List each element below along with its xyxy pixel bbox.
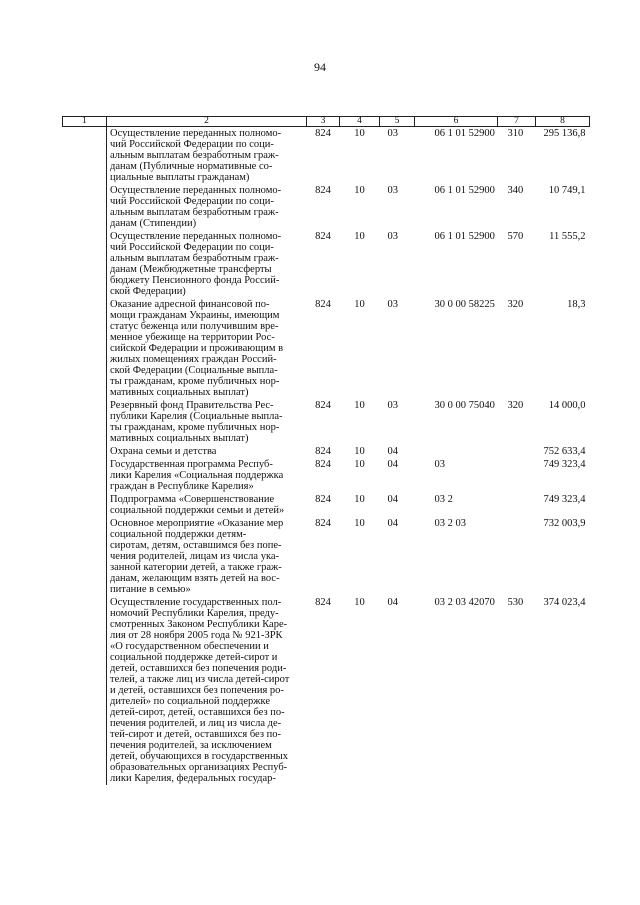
row-empty-cell [63,127,107,185]
section-code-cell: 10 [354,400,365,411]
target-article-cell: 03 2 03 42070 [434,597,495,608]
row-empty-cell [63,458,107,493]
expense-name-cell: Осуществление переданных полномо- чий Российской Федерации по соци- альным выплатам безработным граж- данам (Межбюджетные трансферты бюджету Пенсионного фонда Россий- ской Федерации) [107,230,307,298]
amount-cell: 18,3 [567,299,586,310]
table-row [63,298,590,399]
expense-type-cell [498,493,536,517]
column-number: 7 [498,117,536,127]
expense-name-cell: Охрана семьи и детства [107,445,307,458]
ministry-code-cell: 824 [315,446,331,457]
subsection-code-cell: 03 [387,128,398,139]
table-row [63,127,590,185]
budget-table [62,116,590,785]
subsection-code-cell: 04 [387,494,398,505]
target-article-cell: 03 [434,459,445,470]
column-number: 1 [63,117,107,127]
page-number: 94 [314,60,326,74]
amount-cell: 14 000,0 [548,400,586,411]
row-empty-cell [63,517,107,596]
row-empty-cell [63,399,107,445]
expense-type-cell: 530 [507,597,524,608]
table-row [63,399,590,445]
ministry-code-cell: 824 [315,597,331,608]
table-row [63,517,590,596]
expense-name-cell: Оказание адресной финансовой по- мощи гражданам Украины, имеющим статус беженца или получившим вре- менное убежище на территории Рос- сийской Федерации и проживающим в жилых помещениях граждан Россий- ской Федерации (Социальные выпла- ты гражданам, кроме публичных нор- мативных социальных выплат) [107,298,307,399]
expense-name-cell: Осуществление переданных полномо- чий Российской Федерации по соци- альным выплатам безработным граж- данам (Стипендии) [107,184,307,230]
target-article-cell: 06 1 01 52900 [434,128,495,139]
table-row [63,458,590,493]
subsection-code-cell: 04 [387,446,398,457]
target-article-cell: 30 0 00 75040 [434,400,495,411]
column-number: 4 [340,117,380,127]
expense-name-cell: Резервный фонд Правительства Рес- публики Карелия (Социальные выпла- ты гражданам, кроме публичных нор- мативных социальных выплат) [107,399,307,445]
target-article-cell: 06 1 01 52900 [434,185,495,196]
ministry-code-cell: 824 [315,299,331,310]
expense-name-cell: Подпрограмма «Совершенствование социальной поддержки семьи и детей» [107,493,307,517]
table-row [63,184,590,230]
section-code-cell: 10 [354,459,365,470]
row-empty-cell [63,184,107,230]
table-row [63,230,590,298]
amount-cell: 10 749,1 [548,185,586,196]
ministry-code-cell: 824 [315,128,331,139]
column-number: 2 [107,117,307,127]
ministry-code-cell: 824 [315,459,331,470]
row-empty-cell [63,596,107,785]
column-number-row [63,117,590,127]
table-row [63,493,590,517]
target-article-cell: 03 2 03 [434,518,466,529]
expense-type-cell [498,445,536,458]
expense-type-cell: 340 [507,185,524,196]
subsection-code-cell: 04 [387,597,398,608]
section-code-cell: 10 [354,128,365,139]
target-article-cell: 30 0 00 58225 [434,299,495,310]
subsection-code-cell: 03 [387,400,398,411]
target-article-cell [415,445,498,458]
expense-type-cell: 310 [507,128,524,139]
expense-type-cell [498,458,536,493]
section-code-cell: 10 [354,597,365,608]
target-article-cell: 06 1 01 52900 [434,231,495,242]
ministry-code-cell: 824 [315,400,331,411]
subsection-code-cell: 04 [387,459,398,470]
row-empty-cell [63,230,107,298]
section-code-cell: 10 [354,185,365,196]
column-number: 8 [536,117,590,127]
ministry-code-cell: 824 [315,231,331,242]
expense-name-cell: Осуществление государственных пол- номочий Республики Карелия, преду- смотренных Законом Республики Каре- лия от 28 ноября 2005 года № 921-ЗРК «О государственном обеспечении и социальной поддержке детей-сирот и детей, оставшихся без попечения роди- телей, а также лиц из числа детей-сирот и детей, оставшихся без попечения ро- дителей» по социальной поддержке детей-сирот, детей, оставшихся без по- печения родителей, и лиц из числа де- тей-сирот и детей, оставшихся без по- печения родителей, за исключением детей, обучающихся в государственных образовательных организациях Респуб- лики Карелия, федеральных государ- [107,596,307,785]
section-code-cell: 10 [354,231,365,242]
amount-cell: 749 323,4 [543,459,586,470]
column-number: 3 [307,117,340,127]
section-code-cell: 10 [354,446,365,457]
expense-type-cell [498,517,536,596]
row-empty-cell [63,493,107,517]
column-number: 5 [380,117,415,127]
subsection-code-cell: 03 [387,185,398,196]
amount-cell: 11 555,2 [549,231,586,242]
expense-name-cell: Основное мероприятие «Оказание мер социальной поддержки детям- сиротам, детям, оставшимся без попе- чения родителей, лицам из числа ука- занной категории детей, а также граж- данам, желающим взять детей на вос- питание в семью» [107,517,307,596]
section-code-cell: 10 [354,518,365,529]
ministry-code-cell: 824 [315,518,331,529]
amount-cell: 752 633,4 [543,446,586,457]
amount-cell: 374 023,4 [543,597,586,608]
section-code-cell: 10 [354,299,365,310]
subsection-code-cell: 04 [387,518,398,529]
section-code-cell: 10 [354,494,365,505]
amount-cell: 749 323,4 [543,494,586,505]
amount-cell: 732 003,9 [543,518,586,529]
ministry-code-cell: 824 [315,185,331,196]
expense-name-cell: Осуществление переданных полномо- чий Российской Федерации по соци- альным выплатам безработным граж- данам (Публичные нормативные со- циальные выплаты гражданам) [107,127,307,185]
subsection-code-cell: 03 [387,231,398,242]
amount-cell: 295 136,8 [543,128,586,139]
expense-type-cell: 320 [507,299,524,310]
subsection-code-cell: 03 [387,299,398,310]
row-empty-cell [63,445,107,458]
row-empty-cell [63,298,107,399]
expense-type-cell: 570 [507,231,524,242]
table-row [63,445,590,458]
target-article-cell: 03 2 [434,494,453,505]
expense-name-cell: Государственная программа Респуб- лики Карелия «Социальная поддержка граждан в Республике Карелия» [107,458,307,493]
ministry-code-cell: 824 [315,494,331,505]
expense-type-cell: 320 [507,400,524,411]
table-row [63,596,590,785]
column-number: 6 [415,117,498,127]
